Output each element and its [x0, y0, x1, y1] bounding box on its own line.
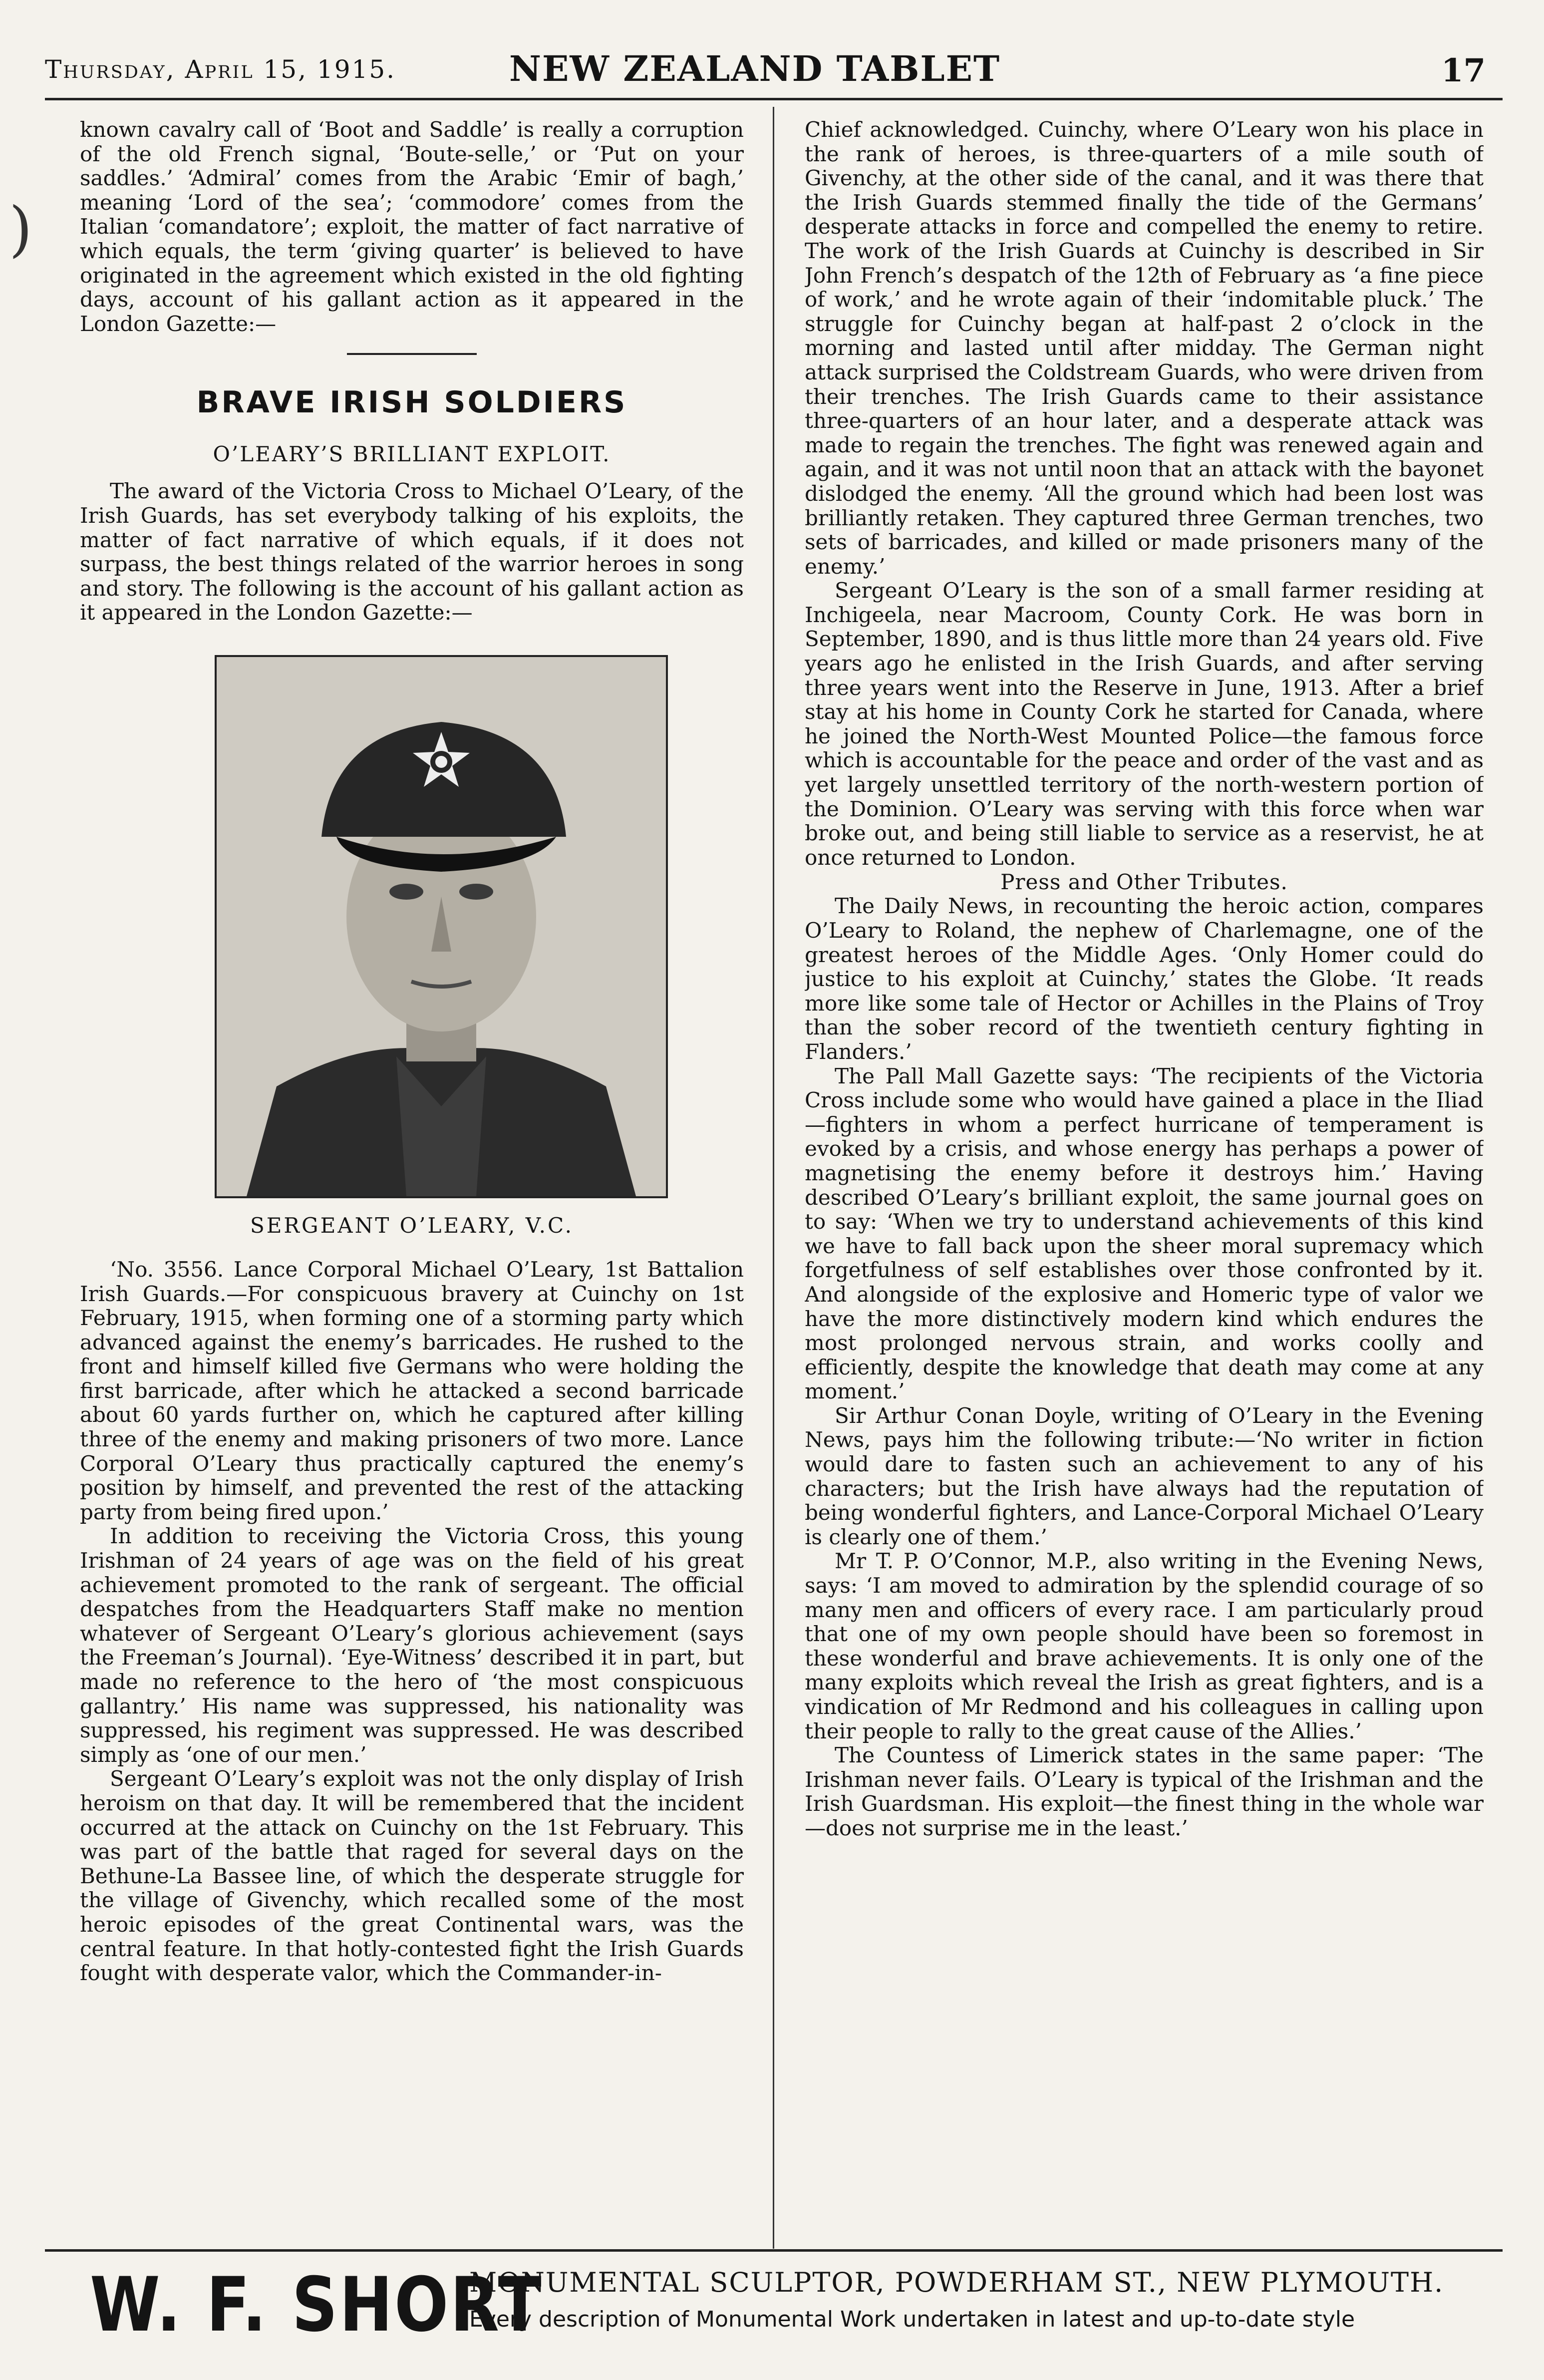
promotion-paragraph: In addition to receiving the Victoria Cross, this young Irishman of 24 years of age was on the field of his great achievement promoted to the rank of sergeant. The official despatches from the Headquarters Staff make no mention whatever of Sergeant O’Leary’s glorious achievement (says the Freeman’s Journal). ‘Eye-Witness’ described it in part, but made no reference to the hero of ‘the most conspicuous gallantry.’ His name was suppressed, his nationality was suppressed, his regiment was suppressed. He was described simply as ‘one of our men.’ — [80, 1524, 744, 1767]
oconnor-paragraph: Mr T. P. O’Connor, M.P., also writing in the Evening News, says: ‘I am moved to admiration by the splendid courage of so many men and officers of every race. I am particularly proud that one of my own people should have been so foremost in these wonderful and brave achievements. It is only one of the many exploits which reveal the Irish as great fighters, and is a vindication of Mr Redmond and his colleagues in calling upon their people to rally to the great cause of the Allies.’ — [805, 1549, 1484, 1743]
column-divider — [773, 107, 774, 2249]
header-rule — [45, 98, 1503, 100]
page-number: 17 — [1441, 52, 1486, 89]
photo-caption: SERGEANT O’LEARY, V.C. — [250, 1213, 574, 1238]
conan-doyle-paragraph: Sir Arthur Conan Doyle, writing of O’Leary in the Evening News, pays him the following tribute:—‘No writer in fiction would dare to fasten such an achievement to any of his characters; but the Irish have always had the reputation of being wonderful fighters, and Lance-Corporal Michael O’Leary is clearly one of them.’ — [805, 1403, 1484, 1549]
masthead — [45, 48, 1498, 96]
advertisement-rule — [45, 2249, 1503, 2252]
publication-title: NEW ZEALAND TABLET — [509, 48, 1001, 89]
issue-date: Thursday, April 15, 1915. — [45, 55, 396, 84]
limerick-paragraph: The Countess of Limerick states in the same paper: ‘The Irishman never fails. O’Leary is typical of the Irishman and the Irish Guardsman. His exploit—the finest thing in the whole war—does not surprise me in the least.’ — [805, 1743, 1484, 1840]
advertiser-name: W. F. SHORT — [90, 2262, 543, 2349]
tributes-subheading: Press and Other Tributes. — [1000, 870, 1288, 895]
exploit-paragraph: Sergeant O’Leary’s exploit was not the only display of Irish heroism on that day. It will be remembered that the incident occurred at the attack on Cuinchy on the 1st February. This was part of the battle that raged for several days on the Bethune-La Bassee line, of which the desperate struggle for the village of Givenchy, which recalled some of the most heroic episodes of the great Continental wars, was the central feature. In that hotly-contested fight the Irish Guards fought with desperate valor, which the Commander-in- — [80, 1766, 744, 1986]
citation-paragraph: ‘No. 3556. Lance Corporal Michael O’Leary, 1st Battalion Irish Guards.—For conspicuous bravery at Cuinchy on 1st February, 1915, when forming one of a storming party which advanced against the enemy’s barricades. He rushed to the front and himself killed five Germans who were holding the first barricade, after which he attacked a second barricade about 60 yards further on, which he captured after killing three of the enemy and making prisoners of two more. Lance Corporal O’Leary thus practically captured the enemy’s position by himself, and prevented the rest of the attacking party from being fired upon.’ — [80, 1257, 744, 1524]
daily-news-paragraph: The Daily News, in recounting the heroic action, compares O’Leary to Roland, the nephew of Charlemagne, one of the greatest heroes of the Middle Ages. ‘Only Homer could do justice to his exploit at Cuinchy,’ states the Globe. ‘It reads more like some tale of Hector or Achilles in the Plains of Troy than the sober record of the twentieth century fighting in Flanders.’ — [805, 894, 1484, 1064]
advertiser-trade: MONUMENTAL SCULPTOR, POWDERHAM ST., NEW PLYMOUTH. — [469, 2267, 1444, 2298]
section-rule — [347, 353, 477, 355]
award-paragraph: The award of the Victoria Cross to Michael O’Leary, of the Irish Guards, has set everybody talking of his exploits, the matter of fact narrative of which equals, if it does not surpass, the best things related of the warrior heroes in song and story. The following is the account of his gallant action as it appeared in the London Gazette:— — [80, 479, 744, 625]
pall-mall-paragraph: The Pall Mall Gazette says: ‘The recipients of the Victoria Cross include some who would have gained a place in the Iliad—fighters in whom a perfect hurricane of temperament is evoked by a crisis, and whose energy has perhaps a power of magnetising the enemy before it destroys him.’ Having described O’Leary’s brilliant exploit, the same journal goes on to say: ‘When we try to understand achievements of this kind we have to fall back upon the sheer moral supremacy which forgetfulness of self establishes over those confronted by it. And alongside of the explosive and Homeric type of valor we have the more distinctively modern kind which endures the most prolonged nervous strain, and works coolly and efficiently, despite the knowledge that death may come at any moment.’ — [805, 1063, 1484, 1404]
right-column — [805, 118, 1484, 2215]
article-headline: BRAVE IRISH SOLDIERS — [196, 385, 627, 420]
left-column — [80, 118, 744, 2215]
margin-bracket-mark: ) — [9, 195, 32, 264]
biography-paragraph: Sergeant O’Leary is the son of a small farmer residing at Inchigeela, near Macroom, County Cork. He was born in September, 1890, and is thus little more than 24 years old. Five years ago he enlisted in the Irish Guards, and after serving three years went into the Reserve in June, 1913. After a brief stay at his home in County Cork he started for Canada, where he joined the North-West Mounted Police—the famous force which is accountable for the peace and order of the vast and as yet largely unsettled territory of the north-western portion of the Dominion. O’Leary was serving with this force when war broke out, and being still liable to service as a reservist, he at once returned to London. — [805, 578, 1484, 870]
advertisement — [45, 2257, 1503, 2357]
portrait-photo — [215, 655, 668, 1198]
advertiser-tagline: Every description of Monumental Work undertaken in latest and up-to-date style — [469, 2307, 1355, 2332]
intro-paragraph: known cavalry call of ‘Boot and Saddle’ is really a corruption of the old French signal, ‘Boute-selle,’ or ‘Put on your saddles.’ ‘Admiral’ comes from the Arabic ‘Emir of bagh,’ meaning ‘Lord of the sea’; ‘commodore’ comes from the Italian ‘comandatore’; exploit, the matter of fact narrative of which equals, the term ‘giving quarter’ is believed to have originated in the agreement which existed in the old fighting days, account of his gallant action as it appeared in the London Gazette:— — [80, 118, 744, 336]
article-subheading: O’LEARY’S BRILLIANT EXPLOIT. — [213, 442, 611, 467]
chief-paragraph: Chief acknowledged. Cuinchy, where O’Leary won his place in the rank of heroes, is three-quarters of a mile south of Givenchy, at the other side of the canal, and it was there that the Irish Guards stemmed finally the tide of the Germans’ desperate attacks in force and compelled the enemy to retire. The work of the Irish Guards at Cuinchy is described in Sir John French’s despatch of the 12th of February as ‘a fine piece of work,’ and he wrote again of their ‘indomitable pluck.’ The struggle for Cuinchy began at half-past 2 o’clock in the morning and lasted until after midday. The German night attack surprised the Coldstream Guards, who were driven from their trenches. The Irish Guards came to their assistance three-quarters of an hour later, and a desperate attack was made to regain the trenches. The fight was renewed again and again, and it was not until noon that an attack with the bayonet dislodged the enemy. ‘All the ground which had been lost was brilliantly retaken. They captured three German trenches, two sets of barricades, and killed or made prisoners many of the enemy.’ — [805, 118, 1484, 579]
